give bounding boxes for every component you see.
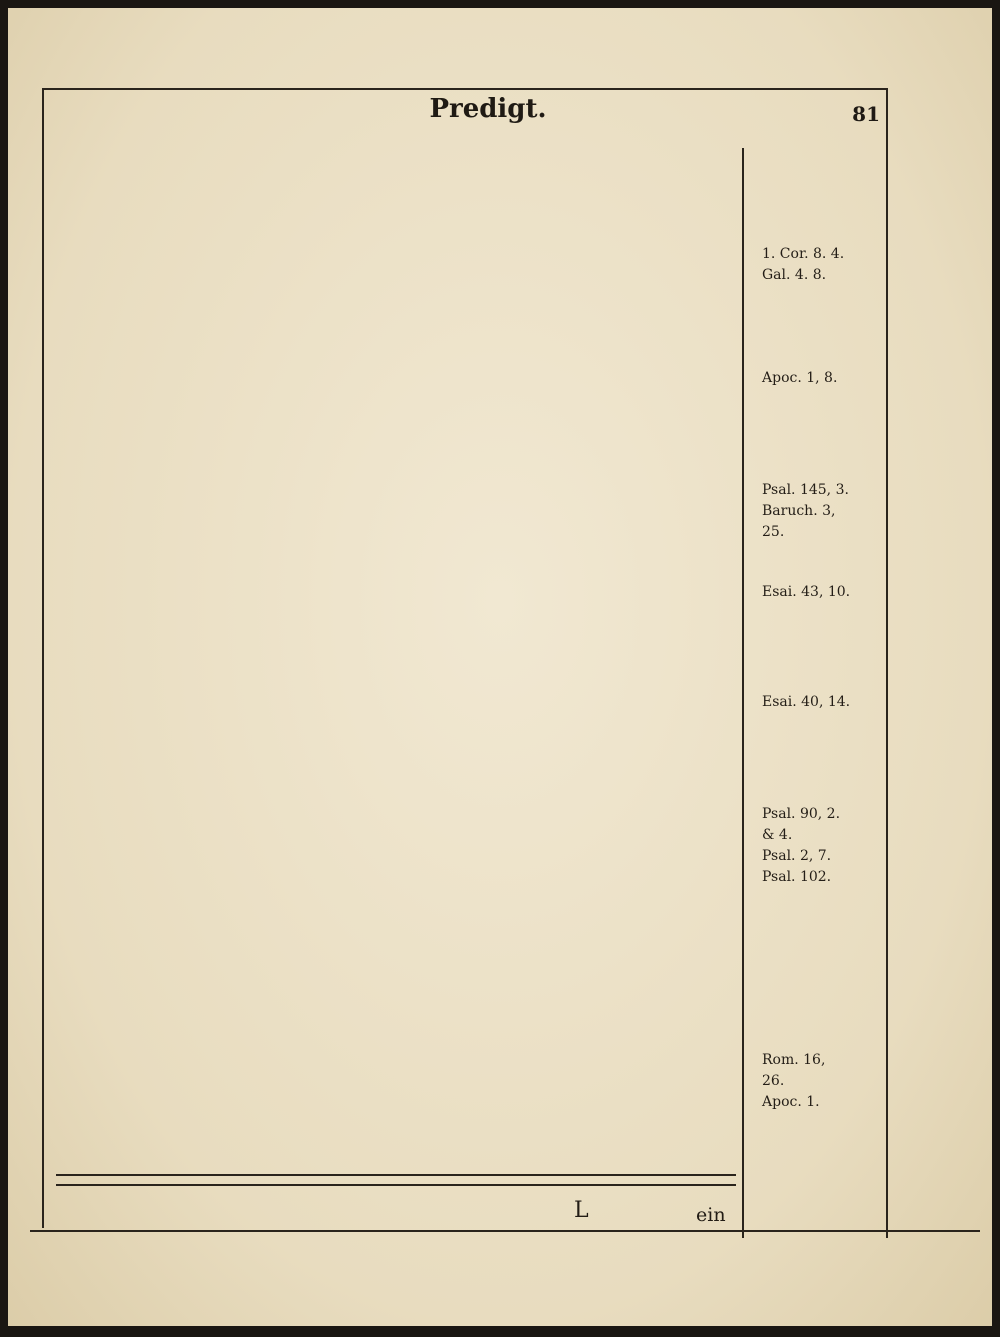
margin-note-line: Gal. 4. 8. [762, 267, 827, 283]
signature-mark: L [574, 1198, 589, 1223]
page-number: 81 [852, 102, 880, 126]
margin-note-line: Apoc. 1. [762, 1094, 820, 1110]
margin-note [762, 480, 882, 543]
frame-rule-left [42, 88, 44, 1228]
margin-note-line: Psal. 90, 2. [762, 806, 841, 822]
margin-note [762, 582, 882, 603]
frame-rule-right [886, 88, 888, 1238]
margin-note-line: 25. [762, 524, 785, 540]
column-divider [742, 148, 744, 1238]
margin-note [762, 804, 882, 888]
running-head: Predigt. [429, 94, 547, 124]
margin-note-line: Rom. 16, [762, 1052, 826, 1068]
margin-note-line: Psal. 145, 3. [762, 482, 849, 498]
book-page [8, 8, 992, 1326]
margin-note-line: Psal. 102. [762, 869, 832, 885]
margin-note-line: 1. Cor. 8. 4. [762, 246, 845, 262]
margin-note-line: Baruch. 3, [762, 503, 836, 519]
margin-note-line: Esai. 43, 10. [762, 584, 851, 600]
frame-rule-top [42, 88, 888, 90]
frame-rule-bottom [30, 1230, 980, 1232]
margin-note-line: Psal. 2, 7. [762, 848, 832, 864]
catchword: ein [696, 1204, 726, 1226]
text-base-rule [56, 1174, 736, 1176]
margin-note-line: 26. [762, 1073, 785, 1089]
text-base-rule [56, 1184, 736, 1186]
margin-note [762, 692, 882, 713]
margin-note [762, 1050, 882, 1113]
margin-note-line: & 4. [762, 827, 793, 843]
margin-note [762, 244, 882, 286]
margin-note-line: Esai. 40, 14. [762, 694, 851, 710]
margin-note-line: Apoc. 1, 8. [762, 370, 838, 386]
margin-note [762, 368, 882, 389]
